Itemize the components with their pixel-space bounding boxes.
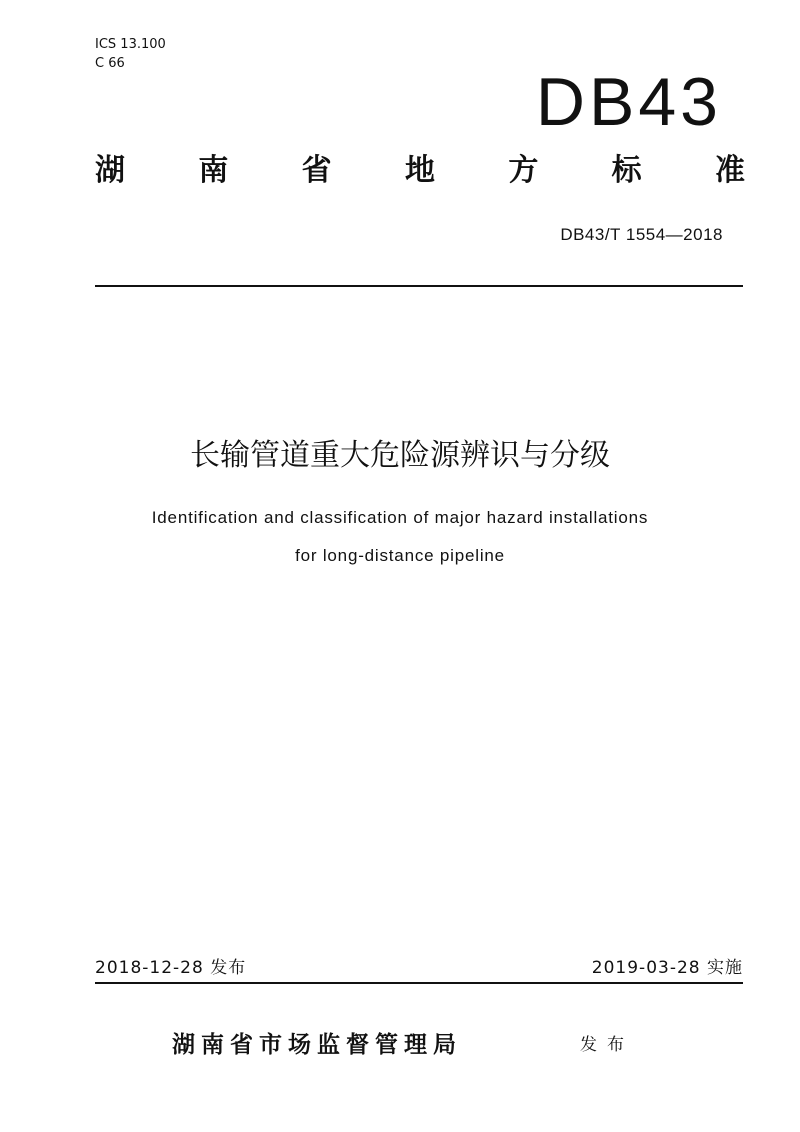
standard-type-char: 方 xyxy=(508,153,539,188)
ccs-code: C 66 xyxy=(95,56,125,71)
standard-type-char: 南 xyxy=(198,153,229,188)
issue-date: 2018-12-28 发布 xyxy=(95,958,247,978)
standard-type-char: 地 xyxy=(404,153,435,188)
header-divider xyxy=(95,285,743,287)
issuing-authority: 湖南省市场监督管理局 xyxy=(172,1032,462,1058)
document-title-english-line-2: for long-distance pipeline xyxy=(295,546,505,565)
issuing-action-label: 发布 xyxy=(580,1035,634,1055)
standard-type-char: 省 xyxy=(301,153,332,188)
document-title-chinese: 长输管道重大危险源辨识与分级 xyxy=(190,438,610,473)
standard-code-mark: DB43 xyxy=(535,64,722,140)
standard-type-char: 湖 xyxy=(95,153,125,188)
standard-type-char: 准 xyxy=(714,153,745,188)
footer-divider xyxy=(95,982,743,984)
standard-type-heading xyxy=(95,150,745,192)
standard-type-char: 标 xyxy=(611,153,642,188)
ics-code: ICS 13.100 xyxy=(95,37,166,52)
implementation-date: 2019-03-28 实施 xyxy=(591,958,743,978)
standard-number: DB43/T 1554—2018 xyxy=(560,225,723,244)
document-title-english-line-1: Identification and classification of major hazard installations xyxy=(151,508,649,527)
